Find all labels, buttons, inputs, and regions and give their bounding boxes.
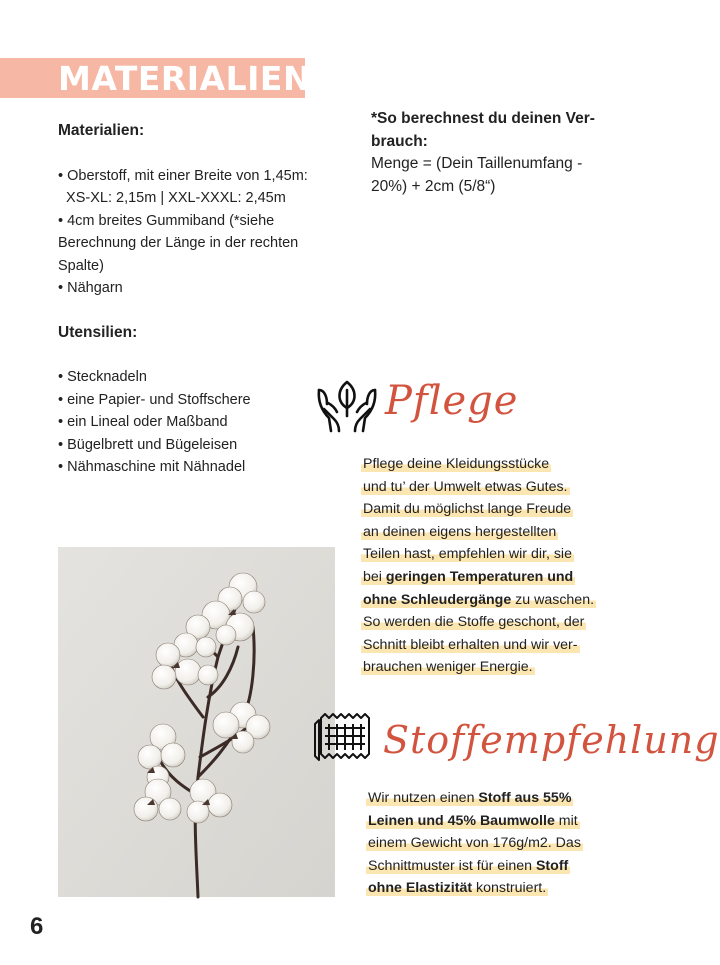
care-line: So werden die Stoffe geschont, der — [363, 614, 585, 631]
materials-list — [58, 165, 343, 300]
fabric-line — [366, 813, 580, 829]
list-item: • Nähgarn — [58, 280, 123, 296]
care-line: Schnitt bleibt erhalten und wir ver- — [363, 636, 578, 653]
care-line: und tu’ der Umwelt etwas Gutes. — [363, 478, 568, 495]
fabric-emphasis: ohne Elastizität — [368, 880, 473, 897]
fabric-title: Stoffempfehlung — [383, 718, 720, 762]
hands-leaf-icon — [315, 376, 379, 434]
list-item: Berechnung der Länge in der rechten — [58, 235, 299, 251]
fabric-line — [366, 858, 570, 874]
care-emphasis: geringen Temperaturen und — [385, 568, 574, 585]
calculation-title-1: *So berechnest du deinen Ver- — [371, 110, 595, 127]
tools-heading: Utensilien: — [58, 323, 138, 341]
care-line — [361, 592, 596, 608]
calculation-formula-1: Menge = (Dein Taillenumfang - — [371, 155, 583, 172]
care-line: Damit du möglichst lange Freude — [363, 501, 572, 518]
calculation-note — [371, 108, 631, 198]
fabric-line: einem Gewicht von 176g/m2. Das — [368, 835, 581, 852]
list-item: • Nähmaschine mit Nähnadel — [58, 459, 246, 475]
left-column — [58, 120, 343, 479]
tools-list — [58, 366, 343, 479]
list-item: • eine Papier- und Stoffschere — [58, 391, 251, 408]
fabric-text — [366, 787, 583, 900]
fabric-line-text: konstruiert. — [472, 880, 547, 897]
care-line: Teilen hast, empfehlen wir dir, sie — [363, 546, 572, 563]
care-text — [361, 453, 596, 679]
care-line: an deinen eigens hergestellten — [363, 523, 557, 540]
fabric-line-text: Schnittmuster ist für einen — [368, 857, 536, 874]
fabric-line-text: mit — [554, 812, 578, 829]
care-emphasis: ohne Schleudergänge — [363, 591, 512, 608]
care-line: brauchen weniger Energie. — [363, 659, 533, 676]
list-item: Spalte) — [58, 257, 104, 274]
fabric-line-text: Wir nutzen einen — [368, 790, 479, 806]
care-line-text: zu waschen. — [511, 591, 595, 608]
list-item: • 4cm breites Gummiband (*siehe — [58, 212, 275, 229]
care-line-text: bei — [363, 568, 386, 585]
fabric-emphasis: Stoff aus 55% — [478, 790, 572, 806]
list-item: XS-XL: 2,15m | XXL-XXXL: 2,45m — [58, 190, 286, 206]
page-title: MATERIALIEN — [58, 59, 312, 98]
fabric-emphasis: Leinen und 45% Baumwolle — [368, 812, 555, 829]
page-number: 6 — [30, 913, 44, 940]
care-title: Pflege — [385, 378, 519, 424]
calculation-formula-2: 20%) + 2cm (5/8“) — [371, 177, 496, 195]
list-item: • ein Lineal oder Maßband — [58, 414, 228, 430]
care-line — [361, 569, 575, 585]
calculation-title-2: brauch: — [371, 132, 428, 150]
materials-heading: Materialien: — [58, 122, 145, 139]
fabric-line — [366, 880, 548, 896]
cotton-branch-photo — [58, 547, 335, 897]
list-item: • Oberstoff, mit einer Breite von 1,45m: — [58, 167, 308, 184]
list-item: • Bügelbrett und Bügeleisen — [58, 436, 238, 453]
list-item: • Stecknadeln — [58, 369, 147, 385]
fabric-line — [366, 790, 573, 806]
fabric-emphasis: Stoff — [535, 857, 569, 874]
care-line: Pflege deine Kleidungsstücke — [363, 456, 550, 472]
fabric-swatch-icon — [311, 706, 377, 766]
